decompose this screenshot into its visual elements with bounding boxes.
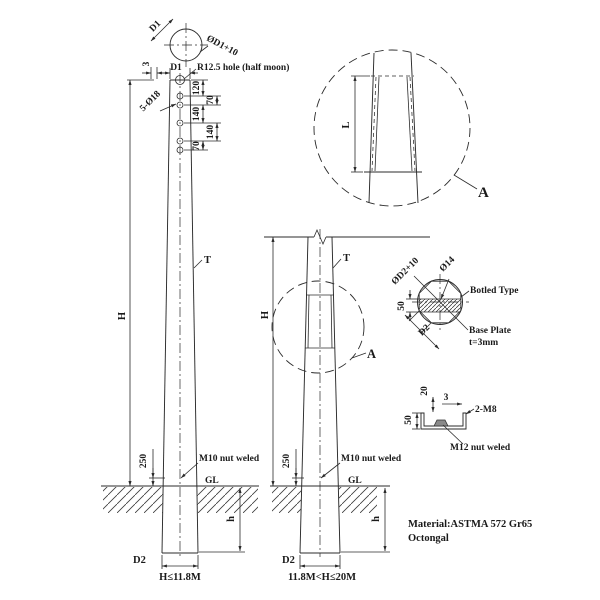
pole2-m10-leader bbox=[321, 463, 340, 478]
d1-dim-label: D1 bbox=[147, 18, 164, 35]
detail-a-boundary bbox=[314, 50, 470, 206]
holes-leader bbox=[160, 104, 176, 111]
r125-note: R12.5 hole (half moon) bbox=[197, 63, 290, 73]
bracket-50-label: 50 bbox=[404, 415, 414, 425]
d1-top-label: D1 bbox=[170, 63, 182, 73]
detail-left-wall bbox=[369, 53, 374, 203]
o14-label: Ø14 bbox=[438, 255, 458, 275]
detail-right-wall bbox=[411, 53, 418, 203]
bracket-3-label: 3 bbox=[443, 393, 449, 403]
pole1-caption: H≤11.8M bbox=[159, 572, 201, 583]
ground-hatch-right bbox=[197, 487, 258, 513]
pole1-h-label: H bbox=[117, 311, 128, 321]
bracket-20-label: 20 bbox=[420, 386, 430, 396]
pole1-gl-label: GL bbox=[205, 476, 219, 486]
ground-hatch-right2 bbox=[339, 487, 377, 513]
pole1-250-label: 250 bbox=[139, 453, 149, 469]
pole-top-section-view bbox=[148, 19, 240, 67]
m8-label: 2-M8 bbox=[475, 405, 497, 415]
pole2-hsmall-label: h bbox=[371, 516, 382, 522]
pole2-t-leader bbox=[333, 259, 341, 268]
plate-50-label: 50 bbox=[397, 301, 407, 311]
bolted-type-note: Botled Type bbox=[470, 286, 519, 296]
pole1-t-leader bbox=[194, 260, 202, 268]
od2-label: ØD2+10 bbox=[390, 256, 422, 288]
pole2-m10-note: M10 nut weled bbox=[341, 454, 402, 464]
pole2-h-label: H bbox=[260, 310, 271, 320]
ground-hatch-left2 bbox=[272, 487, 301, 513]
material-note bbox=[408, 519, 532, 544]
holes-note: 5-Ø18 bbox=[138, 89, 163, 114]
pole1-m10-leader bbox=[181, 463, 198, 478]
pole1-hsmall-label: h bbox=[226, 516, 237, 522]
m8-leader bbox=[466, 409, 474, 414]
base-plate-detail bbox=[390, 255, 518, 349]
pole2-250-label: 250 bbox=[282, 453, 292, 469]
detail-a-view bbox=[314, 50, 489, 206]
dim-70-outer: 70 bbox=[206, 95, 216, 105]
dim-140-inner: 140 bbox=[192, 106, 202, 122]
pole2-detail-a-label: A bbox=[367, 347, 377, 361]
dim-120: 120 bbox=[192, 80, 202, 96]
pole2-t-label: T bbox=[343, 253, 351, 264]
l-dim-label: L bbox=[341, 121, 352, 129]
pole1-d2-label: D2 bbox=[133, 555, 146, 566]
bolted-leader bbox=[461, 291, 469, 297]
pole2-caption: 11.8M<H≤20M bbox=[287, 572, 357, 583]
pole2-gl-label: GL bbox=[348, 476, 362, 486]
m12-leader bbox=[443, 425, 463, 444]
welded-nut bbox=[434, 420, 448, 426]
pole2-d2-label: D2 bbox=[282, 555, 295, 566]
od1-label: ØD1+10 bbox=[204, 33, 240, 59]
pole1-m10-note: M10 nut weled bbox=[199, 454, 260, 464]
plate-d2-label: D2 bbox=[416, 322, 433, 339]
pole1-elevation bbox=[101, 61, 289, 583]
material-line1: Material:ASTMA 572 Gr65 bbox=[408, 519, 533, 530]
detail-a-leader bbox=[454, 175, 477, 189]
pole1-t-label: T bbox=[204, 255, 212, 266]
o14-leader bbox=[441, 279, 449, 299]
base-plate-note2: t=3mm bbox=[469, 338, 499, 348]
bracket-detail bbox=[404, 386, 511, 453]
dim-140-outer: 140 bbox=[206, 124, 216, 140]
dim-70-inner: 70 bbox=[192, 141, 202, 151]
dim-3-label: 3 bbox=[142, 61, 152, 67]
ground-hatch-left bbox=[103, 487, 163, 513]
pole1-left-wall bbox=[162, 80, 170, 553]
m12-note: M12 nut weled bbox=[450, 443, 511, 453]
pole2-elevation bbox=[260, 229, 433, 583]
detail-a-label: A bbox=[478, 185, 489, 201]
base-plate-note1: Base Plate bbox=[469, 326, 511, 336]
material-line2: Octongal bbox=[408, 533, 449, 544]
pole2-right-wall bbox=[332, 237, 340, 553]
